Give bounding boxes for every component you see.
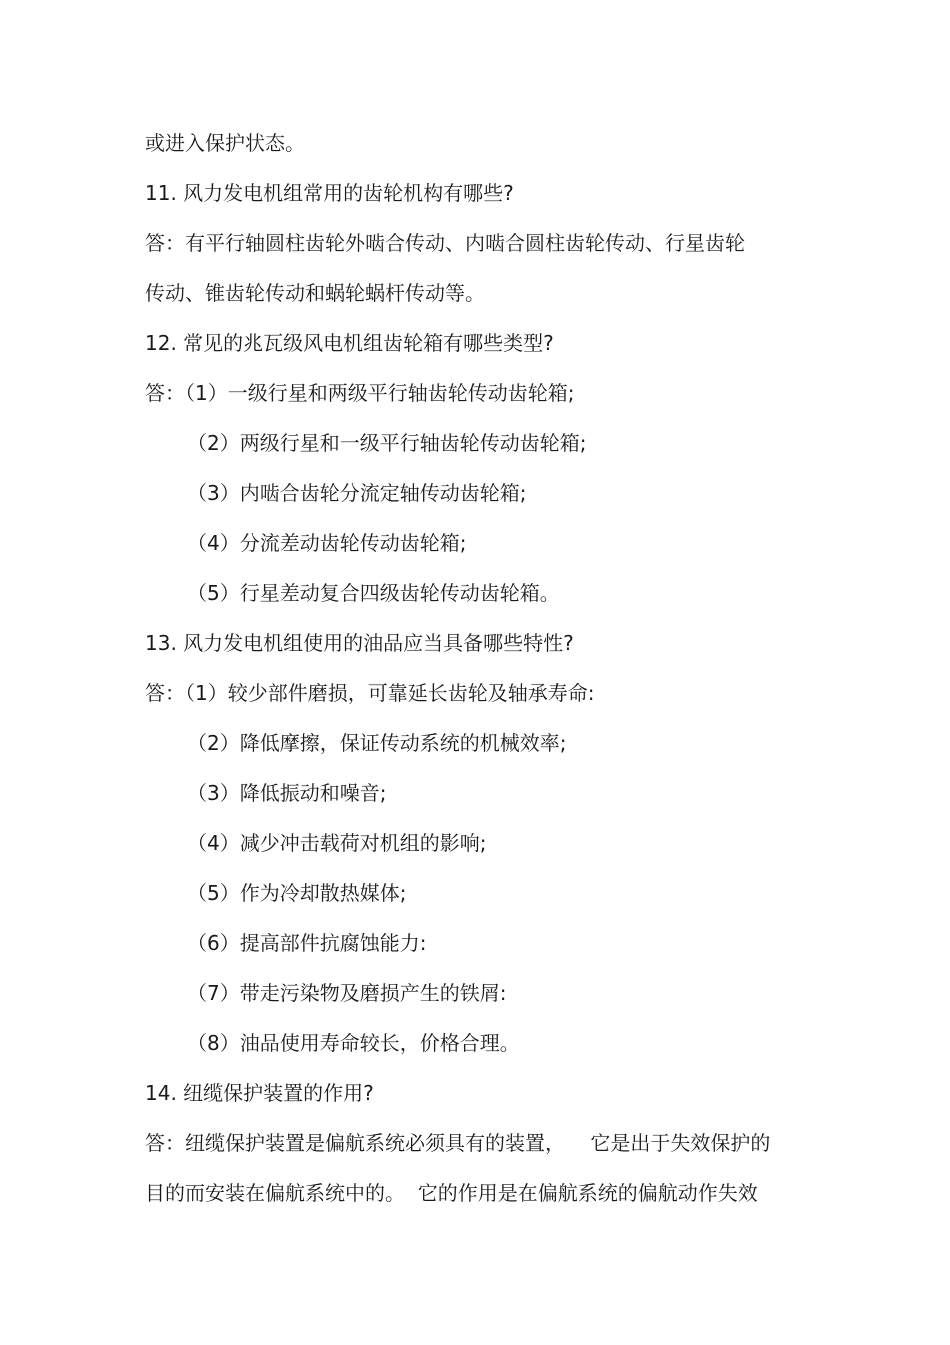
answer-14-line-1: 答：纽缆保护装置是偏航系统必须具有的装置， 它是出于失效保护的 bbox=[145, 1131, 771, 1155]
text-line: 或进入保护状态。 bbox=[145, 131, 305, 155]
answer-13-item-3: （3）降低振动和噪音; bbox=[187, 781, 387, 805]
question-14: 14. 纽缆保护装置的作用? bbox=[145, 1081, 374, 1105]
answer-13-item-2: （2）降低摩擦，保证传动系统的机械效率; bbox=[187, 731, 567, 755]
answer-11-line-2: 传动、锥齿轮传动和蜗轮蜗杆传动等。 bbox=[145, 281, 485, 305]
answer-13-item-5: （5）作为冷却散热媒体; bbox=[187, 881, 407, 905]
question-12: 12. 常见的兆瓦级风电机组齿轮箱有哪些类型? bbox=[145, 331, 554, 355]
answer-12-item-3: （3）内啮合齿轮分流定轴传动齿轮箱; bbox=[187, 481, 527, 505]
answer-13-item-6: （6）提高部件抗腐蚀能力: bbox=[187, 931, 427, 955]
question-13: 13. 风力发电机组使用的油品应当具备哪些特性? bbox=[145, 631, 574, 655]
answer-13-item-4: （4）减少冲击载荷对机组的影响; bbox=[187, 831, 487, 855]
question-11: 11. 风力发电机组常用的齿轮机构有哪些? bbox=[145, 181, 514, 205]
answer-12-item-1: 答：（1）一级行星和两级平行轴齿轮传动齿轮箱; bbox=[145, 381, 575, 405]
answer-13-item-1: 答：（1）较少部件磨损，可靠延长齿轮及轴承寿命: bbox=[145, 681, 595, 705]
answer-12-item-2: （2）两级行星和一级平行轴齿轮传动齿轮箱; bbox=[187, 431, 587, 455]
answer-11-line-1: 答：有平行轴圆柱齿轮外啮合传动、内啮合圆柱齿轮传动、行星齿轮 bbox=[145, 231, 745, 255]
answer-13-item-8: （8）油品使用寿命较长，价格合理。 bbox=[187, 1031, 520, 1055]
answer-12-item-4: （4）分流差动齿轮传动齿轮箱; bbox=[187, 531, 467, 555]
answer-14-line-2: 目的而安装在偏航系统中的。 它的作用是在偏航系统的偏航动作失效 bbox=[145, 1181, 758, 1205]
answer-12-item-5: （5）行星差动复合四级齿轮传动齿轮箱。 bbox=[187, 581, 560, 605]
answer-13-item-7: （7）带走污染物及磨损产生的铁屑: bbox=[187, 981, 507, 1005]
